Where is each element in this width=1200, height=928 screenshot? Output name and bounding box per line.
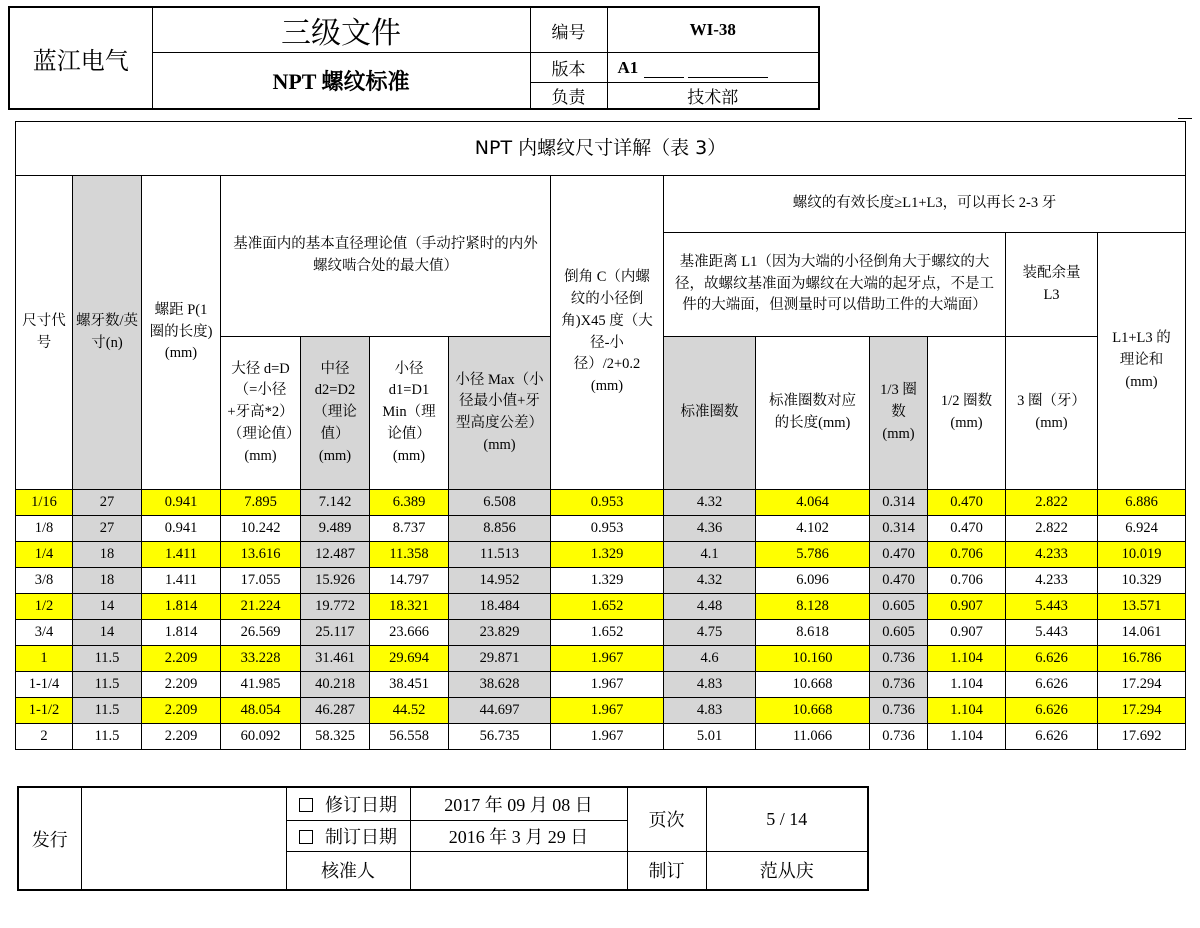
cell-turns: 4.32 [664,490,756,516]
table-row [16,724,1186,750]
cell-tpi: 14 [73,620,142,646]
version-cell [607,53,819,83]
cell-major: 26.569 [221,620,301,646]
cell-tpi: 11.5 [73,698,142,724]
cell-three: 2.822 [1006,490,1098,516]
header-minor-min [370,337,449,490]
header-size-text: 尺寸代号 [22,312,66,351]
cell-major: 41.985 [221,672,301,698]
owner-label: 负责 [530,83,607,110]
cell-len: 10.668 [756,672,870,698]
cell-major: 17.055 [221,568,301,594]
cell-third: 0.605 [870,594,928,620]
cell-three: 6.626 [1006,724,1098,750]
cell-size: 1/2 [16,594,73,620]
cell-size: 3/4 [16,620,73,646]
cell-half: 0.470 [928,516,1006,542]
header-pitch-text: 螺距 P(1 圈的长度)(mm) [149,301,213,362]
cell-major: 13.616 [221,542,301,568]
header-half-turn [928,337,1006,490]
author-value: 范从庆 [706,851,868,890]
cell-d1: 23.666 [370,620,449,646]
cell-turns: 4.83 [664,698,756,724]
cell-turns: 4.83 [664,672,756,698]
cell-d2: 25.117 [301,620,370,646]
cell-c: 1.967 [551,646,664,672]
cell-d1max: 14.952 [449,568,551,594]
cell-d2: 46.287 [301,698,370,724]
document-level: 三级文件 [152,7,530,53]
cell-c: 1.652 [551,620,664,646]
table-row [16,646,1186,672]
cell-half: 1.104 [928,672,1006,698]
cell-d2: 19.772 [301,594,370,620]
cell-half: 1.104 [928,646,1006,672]
header-basic-group [221,176,551,337]
issue-label: 发行 [18,787,81,890]
cell-len: 4.064 [756,490,870,516]
header-l1-group-text: 基准距离 L1（因为大端的小径倒角大于螺纹的大径，故螺纹基准面为螺纹在大端的起牙点，不是工件的大端面，但测量时可以借助工件的大端面） [675,253,994,314]
cell-turns: 4.32 [664,568,756,594]
header-l3-group [1006,233,1098,337]
cell-size: 1/8 [16,516,73,542]
page-label: 页次 [627,787,706,851]
cell-third: 0.470 [870,542,928,568]
cell-d1max: 8.856 [449,516,551,542]
cell-tpi: 18 [73,542,142,568]
cell-tpi: 27 [73,490,142,516]
cell-d1max: 11.513 [449,542,551,568]
cell-d1max: 56.735 [449,724,551,750]
cell-sum: 6.924 [1098,516,1186,542]
signature-line [644,77,684,78]
cell-d2: 7.142 [301,490,370,516]
header-chamfer [551,176,664,490]
create-cell[interactable] [286,821,410,852]
cell-p: 0.941 [142,490,221,516]
cell-tpi: 11.5 [73,724,142,750]
cell-size: 1/4 [16,542,73,568]
header-tpi-text: 螺牙数/英寸(n) [75,312,139,351]
cell-c: 1.652 [551,594,664,620]
cell-tpi: 11.5 [73,646,142,672]
cell-three: 6.626 [1006,698,1098,724]
table-body [16,490,1186,750]
cell-three: 5.443 [1006,620,1098,646]
cell-d1: 11.358 [370,542,449,568]
table-row [16,672,1186,698]
cell-p: 1.814 [142,594,221,620]
cell-sum: 13.571 [1098,594,1186,620]
table-title: NPT 内螺纹尺寸详解（表 3） [16,122,1186,176]
header-size [16,176,73,490]
header-basic-group-text: 基准面内的基本直径理论值（手动拧紧时的内外螺纹啮合处的最大值） [233,236,538,274]
cell-sum: 14.061 [1098,620,1186,646]
header-chamfer-text: 倒角 C（内螺纹的小径倒角)X45 度（大径-小径）/2+0.2 (mm) [561,269,653,394]
number-value: WI-38 [607,7,819,53]
cell-d1max: 23.829 [449,620,551,646]
cell-half: 0.470 [928,490,1006,516]
version-label: 版本 [530,53,607,83]
revise-cell[interactable] [286,787,410,821]
cell-d1max: 38.628 [449,672,551,698]
cell-turns: 4.36 [664,516,756,542]
document-title: NPT 螺纹标准 [152,53,530,110]
cell-three: 4.233 [1006,568,1098,594]
header-half-turn-text: 1/2 圈数(mm) [940,393,993,431]
cell-c: 1.329 [551,568,664,594]
header-major [221,337,301,490]
header-tpi [73,176,142,490]
cell-d2: 9.489 [301,516,370,542]
cell-d1max: 6.508 [449,490,551,516]
cell-p: 1.814 [142,620,221,646]
cell-d2: 58.325 [301,724,370,750]
header-sum [1098,233,1186,490]
header-l3-group-text: 装配余量 L3 [1022,264,1081,303]
cell-len: 10.668 [756,698,870,724]
owner-value: 技术部 [607,83,819,110]
cell-p: 2.209 [142,646,221,672]
header-third-turn [870,337,928,490]
header-effective-group: 螺纹的有效长度≥L1+L3，可以再长 2-3 牙 [664,176,1186,233]
cell-len: 6.096 [756,568,870,594]
cell-d1: 14.797 [370,568,449,594]
cell-size: 1 [16,646,73,672]
npt-thread-table [15,121,1186,750]
cell-c: 1.329 [551,542,664,568]
cell-len: 11.066 [756,724,870,750]
cell-size: 1/16 [16,490,73,516]
signature-line [688,77,768,78]
table-row [16,568,1186,594]
approver-label: 核准人 [286,851,410,890]
cell-c: 1.967 [551,724,664,750]
cell-major: 48.054 [221,698,301,724]
cell-half: 0.907 [928,594,1006,620]
cell-len: 10.160 [756,646,870,672]
header-std-length [756,337,870,490]
cell-d1: 29.694 [370,646,449,672]
cell-size: 1-1/4 [16,672,73,698]
cell-third: 0.314 [870,516,928,542]
cell-three: 4.233 [1006,542,1098,568]
header-major-text: 大径 d=D（=小径+牙高*2）（理论值）(mm) [227,360,294,464]
header-minor-max-text: 小径 Max（小径最小值+牙型高度公差）(mm) [455,371,544,453]
cell-p: 1.411 [142,542,221,568]
create-label: 制订日期 [325,826,397,847]
cell-c: 0.953 [551,516,664,542]
cell-sum: 17.294 [1098,672,1186,698]
cell-sum: 16.786 [1098,646,1186,672]
revise-checkbox[interactable] [299,798,313,812]
cell-third: 0.736 [870,646,928,672]
cell-d1: 38.451 [370,672,449,698]
cell-d2: 12.487 [301,542,370,568]
header-third-turn-text: 1/3 圈数(mm) [880,382,917,442]
cell-sum: 17.294 [1098,698,1186,724]
table-row [16,542,1186,568]
header-minor-min-text: 小径 d1=D1 Min（理论值）(mm) [382,360,436,464]
table-row [16,698,1186,724]
cell-p: 2.209 [142,724,221,750]
cell-turns: 5.01 [664,724,756,750]
cell-turns: 4.6 [664,646,756,672]
cell-half: 0.706 [928,542,1006,568]
cell-major: 7.895 [221,490,301,516]
cell-d1max: 44.697 [449,698,551,724]
header-pitch-diameter-text: 中径 d2=D2（理论值）(mm) [313,360,357,464]
cell-d1: 6.389 [370,490,449,516]
cell-d1: 56.558 [370,724,449,750]
page-value: 5 / 14 [706,787,868,851]
cell-major: 10.242 [221,516,301,542]
cell-major: 60.092 [221,724,301,750]
cell-turns: 4.48 [664,594,756,620]
table-row [16,594,1186,620]
cell-third: 0.470 [870,568,928,594]
cell-size: 3/8 [16,568,73,594]
cell-d1: 18.321 [370,594,449,620]
header-pitch [142,176,221,490]
cell-three: 6.626 [1006,672,1098,698]
version-value: A1 [617,57,639,77]
document-header [8,6,820,110]
cell-half: 1.104 [928,724,1006,750]
cell-third: 0.314 [870,490,928,516]
revise-label: 修订日期 [325,795,397,816]
cell-p: 0.941 [142,516,221,542]
header-pitch-diameter [301,337,370,490]
cell-p: 2.209 [142,698,221,724]
cell-p: 2.209 [142,672,221,698]
cell-three: 6.626 [1006,646,1098,672]
cell-len: 5.786 [756,542,870,568]
header-l1-group [664,233,1006,337]
header-three-turn [1006,337,1098,490]
number-label: 编号 [530,7,607,53]
cell-tpi: 14 [73,594,142,620]
approver-value [410,851,627,890]
create-date: 2016 年 3 月 29 日 [410,821,627,852]
cell-d1max: 29.871 [449,646,551,672]
header-sum-text: L1+L3 的理论和(mm) [1112,330,1171,390]
cell-len: 8.128 [756,594,870,620]
cell-tpi: 11.5 [73,672,142,698]
cell-p: 1.411 [142,568,221,594]
cell-half: 0.907 [928,620,1006,646]
cell-three: 2.822 [1006,516,1098,542]
cell-third: 0.736 [870,672,928,698]
cell-size: 2 [16,724,73,750]
cell-d1: 8.737 [370,516,449,542]
author-label: 制订 [627,851,706,890]
cell-c: 1.967 [551,672,664,698]
header-three-turn-text: 3 圈（牙）(mm) [1017,393,1086,431]
cell-major: 33.228 [221,646,301,672]
cell-third: 0.605 [870,620,928,646]
create-checkbox[interactable] [299,830,313,844]
header-std-turns: 标准圈数 [664,337,756,490]
cell-sum: 6.886 [1098,490,1186,516]
cell-c: 1.967 [551,698,664,724]
cell-d2: 15.926 [301,568,370,594]
cell-three: 5.443 [1006,594,1098,620]
cell-turns: 4.75 [664,620,756,646]
cell-tpi: 27 [73,516,142,542]
cell-sum: 17.692 [1098,724,1186,750]
cell-len: 4.102 [756,516,870,542]
cell-turns: 4.1 [664,542,756,568]
cell-third: 0.736 [870,698,928,724]
header-minor-max [449,337,551,490]
cell-d2: 31.461 [301,646,370,672]
revise-date: 2017 年 09 月 08 日 [410,787,627,821]
cell-c: 0.953 [551,490,664,516]
cell-tpi: 18 [73,568,142,594]
table-row [16,490,1186,516]
cell-size: 1-1/2 [16,698,73,724]
company-name: 蓝江电气 [9,7,152,109]
cell-d1max: 18.484 [449,594,551,620]
header-std-length-text: 标准圈数对应的长度(mm) [769,393,856,431]
cell-third: 0.736 [870,724,928,750]
cell-sum: 10.019 [1098,542,1186,568]
cell-len: 8.618 [756,620,870,646]
cell-half: 0.706 [928,568,1006,594]
cell-sum: 10.329 [1098,568,1186,594]
cell-major: 21.224 [221,594,301,620]
cell-d2: 40.218 [301,672,370,698]
document-footer [17,786,869,891]
table-row [16,620,1186,646]
table-row [16,516,1186,542]
cell-half: 1.104 [928,698,1006,724]
issue-value [81,787,286,890]
cell-d1: 44.52 [370,698,449,724]
